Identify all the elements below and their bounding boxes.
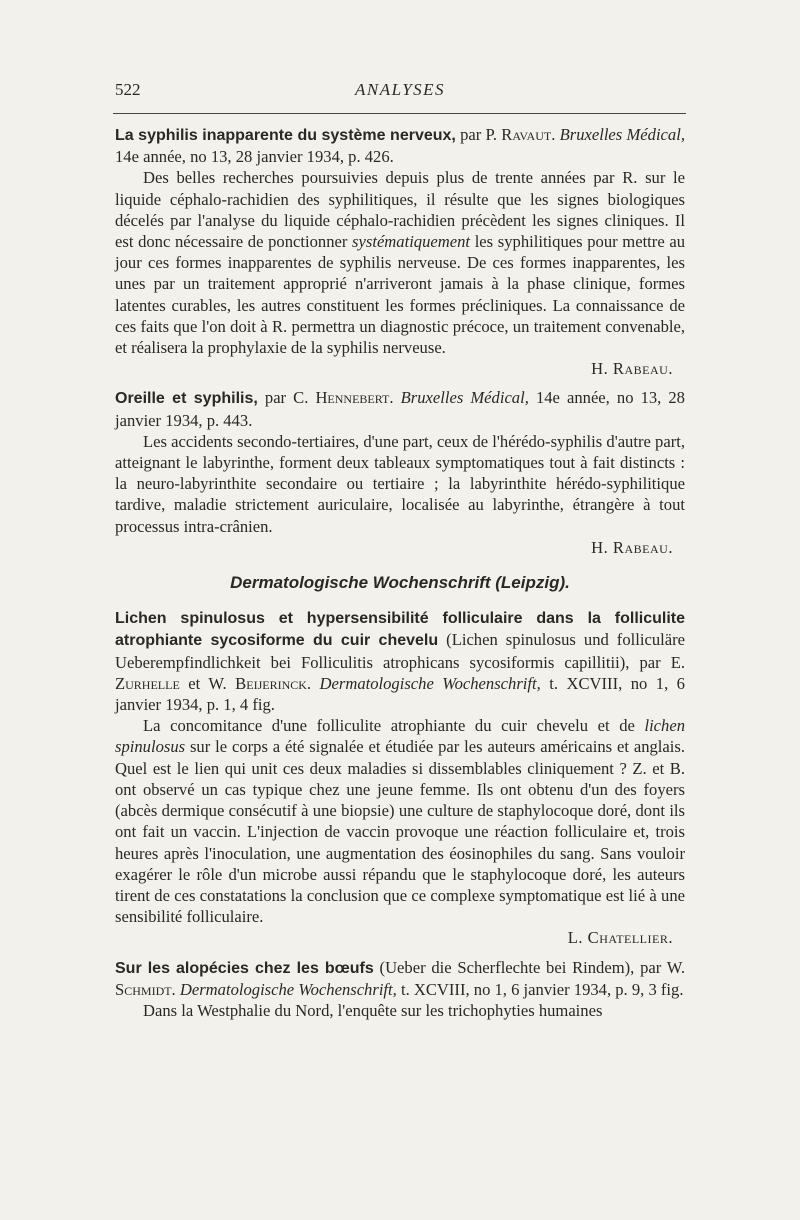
entry-author: Zurhelle bbox=[115, 673, 180, 693]
abstract-entry bbox=[115, 387, 685, 558]
abstract-entry bbox=[115, 957, 685, 1022]
citation: 14e année, no 13, 28 janvier 1934, p. 443. bbox=[115, 388, 685, 430]
citation: 14e année, no 13, 28 janvier 1934, p. 426. bbox=[115, 147, 394, 167]
journal-name: Bruxelles Médical, bbox=[400, 388, 529, 408]
entry-title: Lichen spinulosus et hypersensibilité folliculaire dans la folliculite atrophiante sycosiforme du cuir chevelu bbox=[115, 610, 685, 650]
reviewer-signature: H. Rabeau. bbox=[591, 537, 673, 557]
reviewer-signature: H. Rabeau. bbox=[591, 359, 673, 379]
author-prefix: par E. bbox=[639, 652, 686, 672]
abstract-body bbox=[115, 167, 685, 358]
abstract-body bbox=[115, 715, 685, 927]
abstract-entry bbox=[115, 607, 685, 948]
entry-author: Ravaut. bbox=[501, 125, 556, 144]
journal-section-title: Dermatologische Wochenschrift (Leipzig). bbox=[230, 573, 570, 593]
citation: t. XCVIII, no 1, 6 janvier 1934, p. 1, 4 fig. bbox=[115, 673, 685, 715]
journal-name: Dermatologische Wochenschrift, bbox=[319, 673, 541, 693]
entry-heading bbox=[115, 124, 685, 167]
abstract-entry bbox=[115, 124, 685, 379]
author-prefix: par P. bbox=[460, 125, 502, 144]
body-text: Des belles recherches poursuivies depuis plus de trente années par R. sur le liquide céphalo-rachidien des syphilitiques, il résulte que les signes biologiques décelés par l'analyse du liquide céphalo-rachidien précèdent les signes cliniques. Il est donc nécessaire de ponctionner bbox=[115, 168, 685, 252]
page-content bbox=[115, 124, 685, 1029]
body-text: La concomitance d'une folliculite atrophiante du cuir chevelu et de bbox=[143, 716, 635, 736]
entry-title: Oreille et syphilis, bbox=[115, 390, 258, 408]
page-number: 522 bbox=[115, 80, 141, 99]
body-emphasis: systématiquement bbox=[352, 232, 471, 252]
reviewer-signature: L. Chatellier. bbox=[567, 928, 673, 948]
running-head bbox=[115, 80, 685, 106]
body-text-rest: sur le corps a été signalée et étudiée par les auteurs américains et anglais. Quel est le lien qui unit ces deux maladies si dissemblables cliniquement ? Z. et B. ont observé un cas typique chez une jeune femme. Ils ont obtenu d'un des foyers (abcès dermique consécutif à une biopsie) une culture de staphylocoque doré, dont ils ont fait un vaccin. L'injection de vaccin provoque une réaction folliculaire et, trois heures après l'inoculation, une augmentation des éosinophiles du sang. Sans vouloir exagérer le rôle d'un microbe aussi répandu que le staphylocoque doré, les auteurs tirent de ces constatations la conclusion que ce complexe symptomatique est lié à une sensibilité folliculaire. bbox=[115, 737, 685, 927]
author-prefix: par W. bbox=[640, 957, 686, 977]
entry-subtitle: (Ueber die Scherflechte bei Rindem), bbox=[379, 957, 635, 977]
header-rule bbox=[113, 113, 686, 114]
body-emphasis: lichen spinulosus bbox=[115, 716, 685, 757]
entry-author-2: Beijerinck. bbox=[235, 673, 312, 693]
entry-heading bbox=[115, 387, 685, 430]
body-text-rest: les syphilitiques pour mettre au jour ces formes inapparentes de syphilis nerveuse. De ces formes inapparentes, les unes par un traitement approprié n'arriveront jamais à la phase clinique, formes latentes curables, les autres constituent les formes précliniques. La connaissance de ces faits que l'on doit à R. permettra un diagnostic précoce, un traitement convenable, et réalisera la prophylaxie de la syphilis nerveuse. bbox=[115, 232, 685, 358]
journal-name: Dermatologische Wochenschrift, bbox=[179, 979, 397, 999]
entry-title: Sur les alopécies chez les bœufs bbox=[115, 959, 374, 977]
author-prefix: par C. bbox=[264, 388, 316, 408]
entry-heading bbox=[115, 607, 685, 715]
entry-author: Schmidt. bbox=[115, 979, 176, 999]
entry-author: Hennebert. bbox=[315, 388, 394, 408]
author-joiner: et W. bbox=[179, 673, 236, 693]
journal-name: Bruxelles Médical, bbox=[559, 125, 685, 144]
entry-title: La syphilis inapparente du système nerveux, bbox=[115, 127, 456, 144]
abstract-body: Les accidents secondo-tertiaires, d'une part, ceux de l'hérédo-syphilis d'autre part, atteignant le labyrinthe, forment deux tableaux symptomatiques tout à fait distincts : la neuro-labyrinthite secondaire ou tertiaire ; la labyrinthite hérédo-syphilitique tardive, maladie strictement auriculaire, localisée au labyrinthe, étrangère à tout processus intra-crânien. bbox=[115, 431, 685, 536]
citation: t. XCVIII, no 1, 6 janvier 1934, p. 9, 3 fig. bbox=[400, 979, 684, 999]
running-title: ANALYSES bbox=[354, 80, 446, 99]
entry-heading bbox=[115, 957, 685, 1000]
abstract-body: Dans la Westphalie du Nord, l'enquête sur les trichophyties humaines bbox=[143, 1000, 603, 1020]
entry-subtitle: (Lichen spinulosus und folliculäre Ueberempfindlichkeit bei Folliculitis atrophicans sycosiformis capillitii), bbox=[115, 630, 685, 672]
